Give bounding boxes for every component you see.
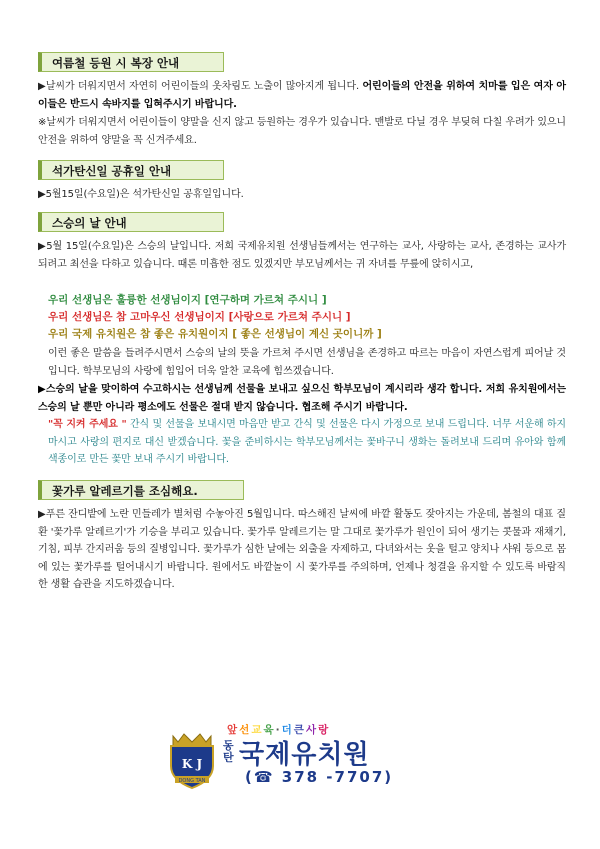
tagline-char: 선 bbox=[239, 724, 252, 736]
section-title: 여름철 등원 시 복장 안내 bbox=[52, 56, 180, 70]
paragraph-socks-notice: ※날씨가 더워지면서 어린이들이 양말을 신지 않고 등원하는 경우가 있습니다. 맨발로 다닐 경우 부딪혀 다칠 우려가 있으니 안전을 위하여 양말을 꼭 신겨주세요. bbox=[38, 117, 566, 146]
school-phone: (☎ 378 -7707) bbox=[245, 768, 394, 786]
section-title: 스승의 날 안내 bbox=[52, 216, 127, 230]
text-span-teal: 간식 및 선물을 보내시면 마음만 받고 간식 및 선물은 다시 가정으로 보내 드립니다. 너무 서운해 하지 마시고 사랑의 편지로 대신 받겠습니다. 꽃을 준비하시는 학부모님께서는 꽃바구니 생화는 돌려보내 드리며 유아와 함께 색종이로 만든 꽃만 보내 주시기 바랍니다. bbox=[48, 419, 566, 465]
section-title: 꽃가루 알레르기를 조심해요. bbox=[52, 484, 198, 498]
paragraph-holiday: ▶5월15일(수요일)은 석가탄신일 공휴일입니다. bbox=[38, 189, 244, 200]
tagline-char: 큰 bbox=[293, 724, 306, 736]
school-logo bbox=[165, 722, 425, 792]
school-emblem-icon bbox=[165, 730, 219, 796]
emblem-ribbon: DONG TAN bbox=[178, 778, 206, 784]
paragraph-summer-dress bbox=[38, 78, 566, 113]
slogan-line-2: 우리 선생님은 참 고마우신 선생님이지 [사랑으로 가르쳐 주시니 ] bbox=[48, 311, 351, 323]
paragraph-gift-policy: ▶스승의 날을 맞이하여 수고하시는 선생님께 선물을 보내고 싶으신 학부모님이 계시리라 생각 합니다. 저희 유치원에서는 스승의 날 뿐만 아니라 평소에도 선물은 절대 받지 않습니다. 협조해 주시기 바랍니다. bbox=[38, 384, 566, 413]
paragraph-gift-return bbox=[48, 416, 566, 469]
section-title: 석가탄신일 공휴일 안내 bbox=[52, 164, 172, 178]
tagline-char: 앞 bbox=[227, 724, 240, 736]
tagline-char: 육 bbox=[263, 724, 276, 736]
text-span: ▶날씨가 더워지면서 자연히 어린이들의 옷차림도 노출이 많아지게 됩니다. bbox=[38, 81, 363, 92]
paragraph-teachers-day-2: 이런 좋은 말씀을 들려주시면서 스승의 날의 뜻을 가르쳐 주시면 선생님을 존경하고 따르는 마음이 자연스럽게 피어날 것입니다. 학부모님의 사랑에 힘입어 더욱 알찬 교육에 힘쓰겠습니다. bbox=[48, 348, 566, 377]
tagline-char: 사 bbox=[305, 724, 319, 736]
tagline-char: · bbox=[275, 724, 282, 736]
school-location-prefix: 동탄 bbox=[223, 739, 234, 764]
school-name: 국제유치원 bbox=[239, 740, 370, 770]
must-follow-label: "꼭 지켜 주세요 " bbox=[48, 419, 127, 430]
paragraph-teachers-day: ▶5월 15일(수요일)은 스승의 날입니다. 저희 국제유치원 선생님들께서는 연구하는 교사, 사랑하는 교사, 존경하는 교사가 되려고 최선을 다하고 있습니다. 때론 미흡한 점도 있겠지만 부모님께서는 귀 자녀를 무릎에 앉히시고, bbox=[38, 241, 566, 270]
paragraph-pollen-allergy: ▶푸른 잔디밭에 노란 민들레가 별처럼 수놓아진 5월입니다. 따스해진 날씨에 바깥 활동도 잦아지는 가운데, 봄철의 대표 질환 '꽃가루 알레르기'가 기승을 부리고 있습니다. 꽃가루 알레르기는 말 그대로 꽃가루가 원인이 되어 생기는 콧물과 재채기, 기침, 피부 간지러움 등의 질병입니다. 꽃가루가 심한 날에는 외출을 자제하고, 다녀와서는 옷을 털고 양치나 샤워 등으로 몸에 있는 꽃가루를 털어내시기 바랍니다. 원에서도 바깥놀이 시 꽃가루를 주의하며, 언제나 청결을 유지할 수 있도록 바람직한 생활 습관을 지도하겠습니다. bbox=[38, 509, 566, 590]
section-header-teachers-day bbox=[38, 212, 224, 232]
slogan-line-3: 우리 국제 유치원은 참 좋은 유치원이지 [ 좋은 선생님이 계신 곳이니까 ] bbox=[48, 328, 382, 340]
slogan-line-1: 우리 선생님은 훌륭한 선생님이지 [연구하며 가르쳐 주시니 ] bbox=[48, 294, 327, 306]
tagline-char: 더 bbox=[281, 724, 294, 736]
tagline-char: 교 bbox=[251, 724, 264, 736]
section-header-summer-dress bbox=[38, 52, 224, 72]
tagline-char: 랑 bbox=[318, 724, 331, 736]
emblem-letters: K J bbox=[181, 757, 203, 771]
section-header-holiday bbox=[38, 160, 224, 180]
text-span-bold: 어린이들의 안전을 위하여 치마를 입은 여자 아이들은 반드시 속바지를 입혀주시기 바랍니다. bbox=[38, 81, 566, 110]
section-header-pollen-allergy bbox=[38, 480, 244, 500]
